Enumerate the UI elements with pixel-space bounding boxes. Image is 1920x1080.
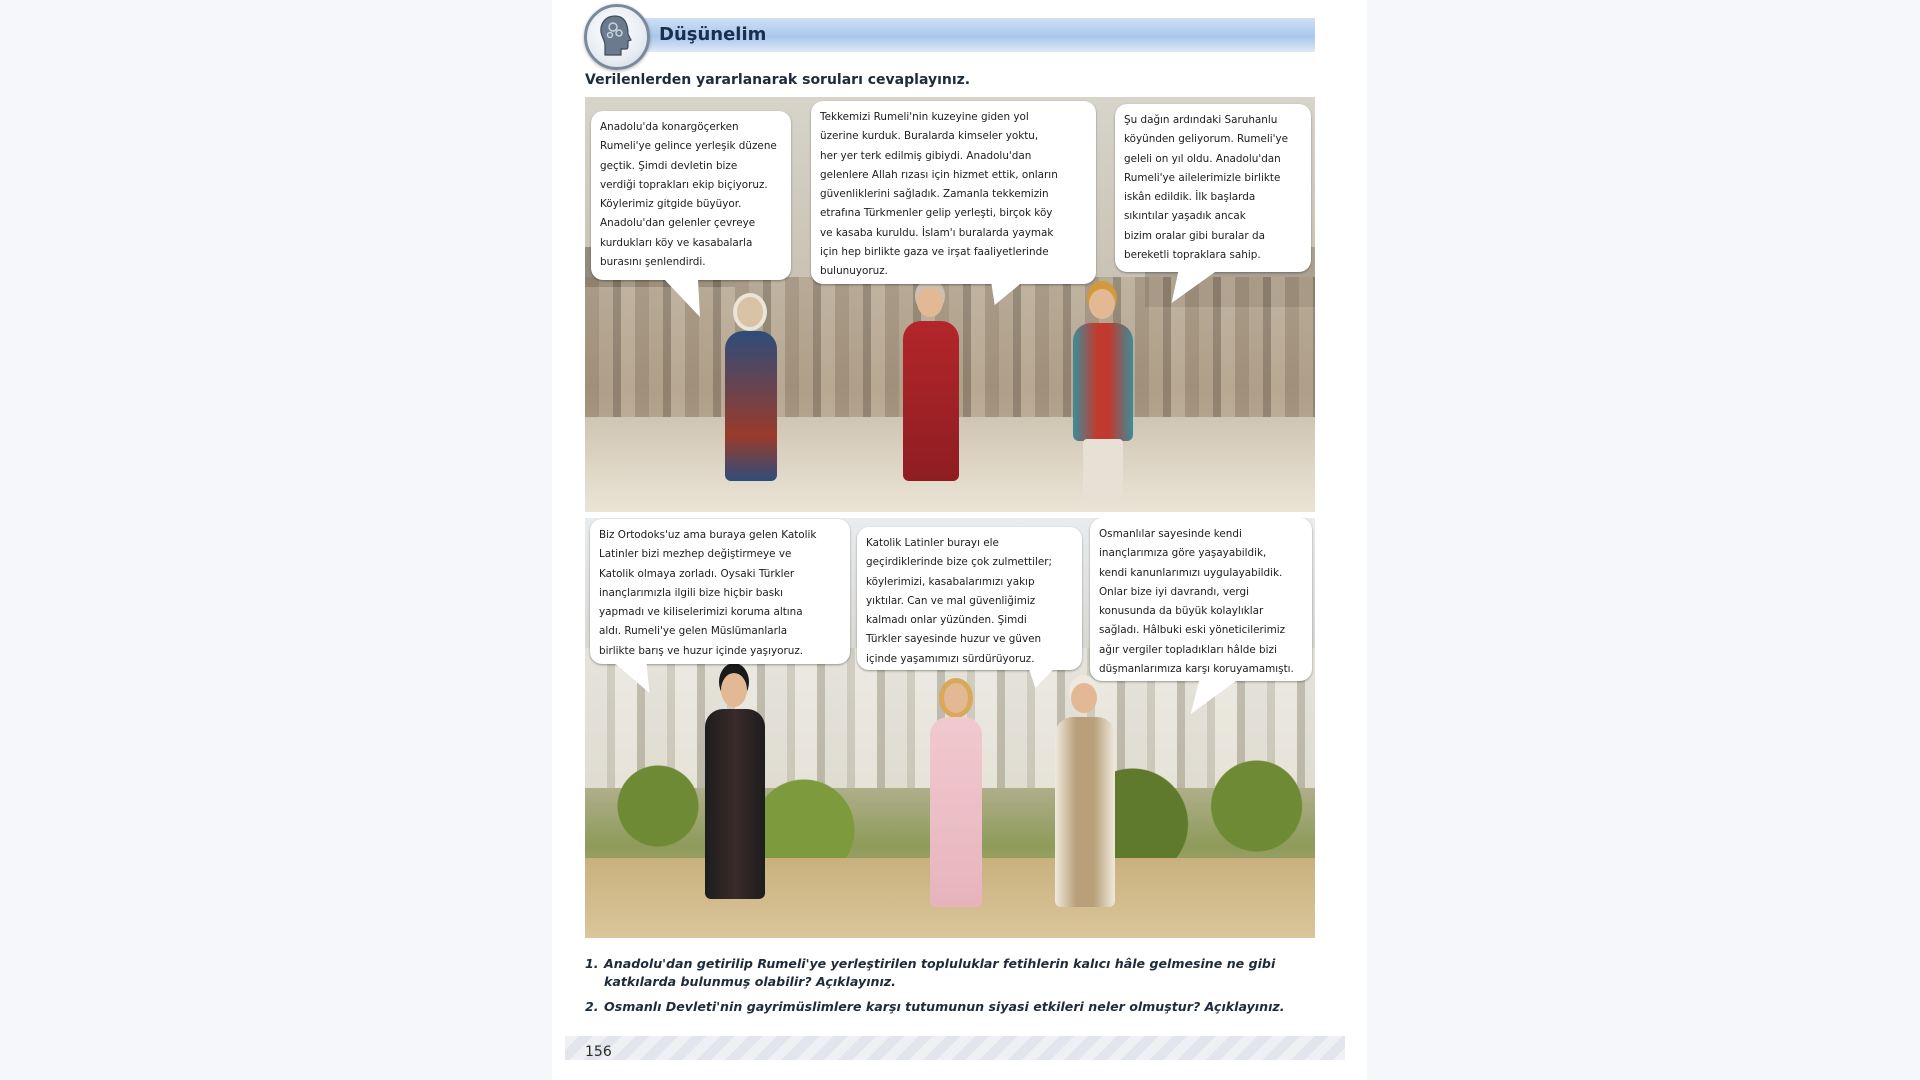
speech-bubble-priest [590, 519, 850, 664]
bubble-line: Türkler sayesinde huzur ve güven [866, 633, 1042, 646]
bubble-line: içinde yaşamımızı sürdürüyoruz. [866, 652, 1035, 665]
bubble-line: güvenliklerini sağladık. Zamanla tekkemizin [820, 188, 1049, 201]
bubble-line: konusunda da büyük kolaylıklar [1099, 605, 1264, 618]
bubble-line: köyünden geliyorum. Rumeli'ye [1124, 133, 1289, 146]
bubble-line: Biz Ortodoks'uz ama buraya gelen Katolik [599, 529, 817, 541]
bubble-line: gelenlere Allah rızası için hizmet ettik, onların [820, 168, 1058, 181]
bubble-line: Tekkemizi Rumeli'nin kuzeyine giden yol [820, 111, 1029, 123]
bubble-line: geleli on yıl oldu. Anadolu'dan [1124, 152, 1281, 165]
bubble-line: için hep birlikte gaza ve irşat faaliyetlerinde [820, 246, 1049, 259]
speech-bubble-woman-in-pink [857, 527, 1082, 670]
bubble-line: geçirdiklerinde bize çok zulmettiler; [866, 556, 1053, 569]
bubble-line: Katolik Latinler burayı ele [866, 537, 999, 549]
question-text: Osmanlı Devleti'nin gayrimüslimlere karşı tutumunun siyasi etkileri neler olmuştur? Açıklayınız. [604, 999, 1285, 1014]
speech-bubble-turkmen [1115, 104, 1311, 272]
bubble-line: burasını şenlendirdi. [600, 256, 706, 269]
market-scene-illustration [585, 97, 1315, 512]
footer-pattern [565, 1036, 1345, 1060]
bubble-line: Onlar bize iyi davrandı, vergi [1099, 585, 1249, 598]
question-1 [585, 955, 1315, 991]
bubble-line: yapmadı ve kiliselerimizi koruma altına [599, 606, 803, 619]
bubble-line: kalmadı onlar yüzünden. Şimdi [866, 614, 1027, 627]
bubble-line: iskân edildik. İlk başlarda [1124, 191, 1256, 204]
thinking-head-icon [584, 4, 650, 70]
bubble-line: yıktılar. Can ve mal güvenliğimiz [866, 594, 1036, 607]
section-title: Düşünelim [659, 24, 767, 45]
bubble-line: sağladı. Hâlbuki eski yöneticilerimiz [1099, 624, 1286, 637]
bubble-line: etrafına Türkmenler gelip yerleşti, birçok köy [820, 207, 1053, 220]
bubble-line: birlikte barış ve huzur içinde yaşıyoruz. [599, 644, 804, 657]
bubble-line: Şu dağın ardındaki Saruhanlu [1124, 114, 1278, 126]
bubble-line: ağır vergiler topladıkları hâlde bizi [1099, 643, 1277, 656]
bubble-line: inançlarımızla ilgili bize hiçbir baskı [599, 586, 784, 599]
bubble-line: verdiği toprakları ekip biçiyoruz. [600, 178, 768, 191]
instruction-text: Verilenlerden yararlanarak soruları cevaplayınız. [585, 72, 971, 88]
question-number: 1. [585, 956, 599, 971]
question-text: Anadolu'dan getirilip Rumeli'ye yerleştirilen topluluklar fetihlerin kalıcı hâle gelmesine ne gibi katkılarda bulunmuş olabilir? Açıklayınız. [604, 956, 1276, 989]
bubble-line: sıkıntılar yaşadık ancak [1124, 210, 1246, 223]
bubble-line: kendi kanunlarımızı uygulayabildik. [1099, 566, 1283, 579]
bubble-line: aldı. Rumeli'ye gelen Müslümanlarla [599, 625, 788, 638]
speech-bubble-woman [591, 111, 791, 280]
speech-bubble-dervish [811, 101, 1096, 284]
bubble-line: Anadolu'da konargöçerken [600, 121, 739, 133]
bubble-line: Osmanlılar sayesinde kendi [1099, 528, 1242, 540]
bubble-line: ve kasaba kuruldu. İslam'ı buralarda yaymak [820, 226, 1054, 239]
bubble-line: Köylerimiz gitgide büyüyor. [600, 198, 742, 211]
bubble-line: bulunuyoruz. [820, 265, 888, 278]
bubble-line: üzerine kurduk. Buralarda kimseler yoktu, [820, 130, 1039, 143]
bubble-line: her yer terk edilmiş gibiydi. Anadolu'dan [820, 149, 1032, 162]
bubble-line: Rumeli'ye ailelerimizle birlikte [1124, 171, 1281, 184]
bubble-line: Rumeli'ye gelince yerleşik düzene [600, 140, 777, 153]
bubble-line: düşmanlarımıza karşı koruyamamıştı. [1099, 663, 1294, 676]
bubble-line: köylerimizi, kasabalarımızı yakıp [866, 575, 1035, 588]
page-number: 156 [585, 1044, 612, 1060]
speech-bubble-man-in-beige [1090, 518, 1312, 681]
bubble-line: Katolik olmaya zorladı. Oysaki Türkler [599, 567, 795, 580]
bubble-line: Anadolu'dan gelenler çevreye [600, 217, 756, 230]
bubble-line: bereketli topraklara sahip. [1124, 249, 1261, 262]
bubble-line: bizim oralar gibi buralar da [1124, 229, 1265, 242]
question-number: 2. [585, 999, 599, 1014]
bubble-line: kurdukları köy ve kasabalarla [600, 236, 753, 249]
question-2 [585, 998, 1315, 1016]
village-scene-illustration [585, 518, 1315, 938]
bubble-line: inançlarımıza göre yaşayabildik, [1099, 547, 1267, 560]
bubble-line: Latinler bizi mezhep değiştirmeye ve [599, 548, 792, 561]
bubble-line: geçtik. Şimdi devletin bize [600, 159, 738, 172]
